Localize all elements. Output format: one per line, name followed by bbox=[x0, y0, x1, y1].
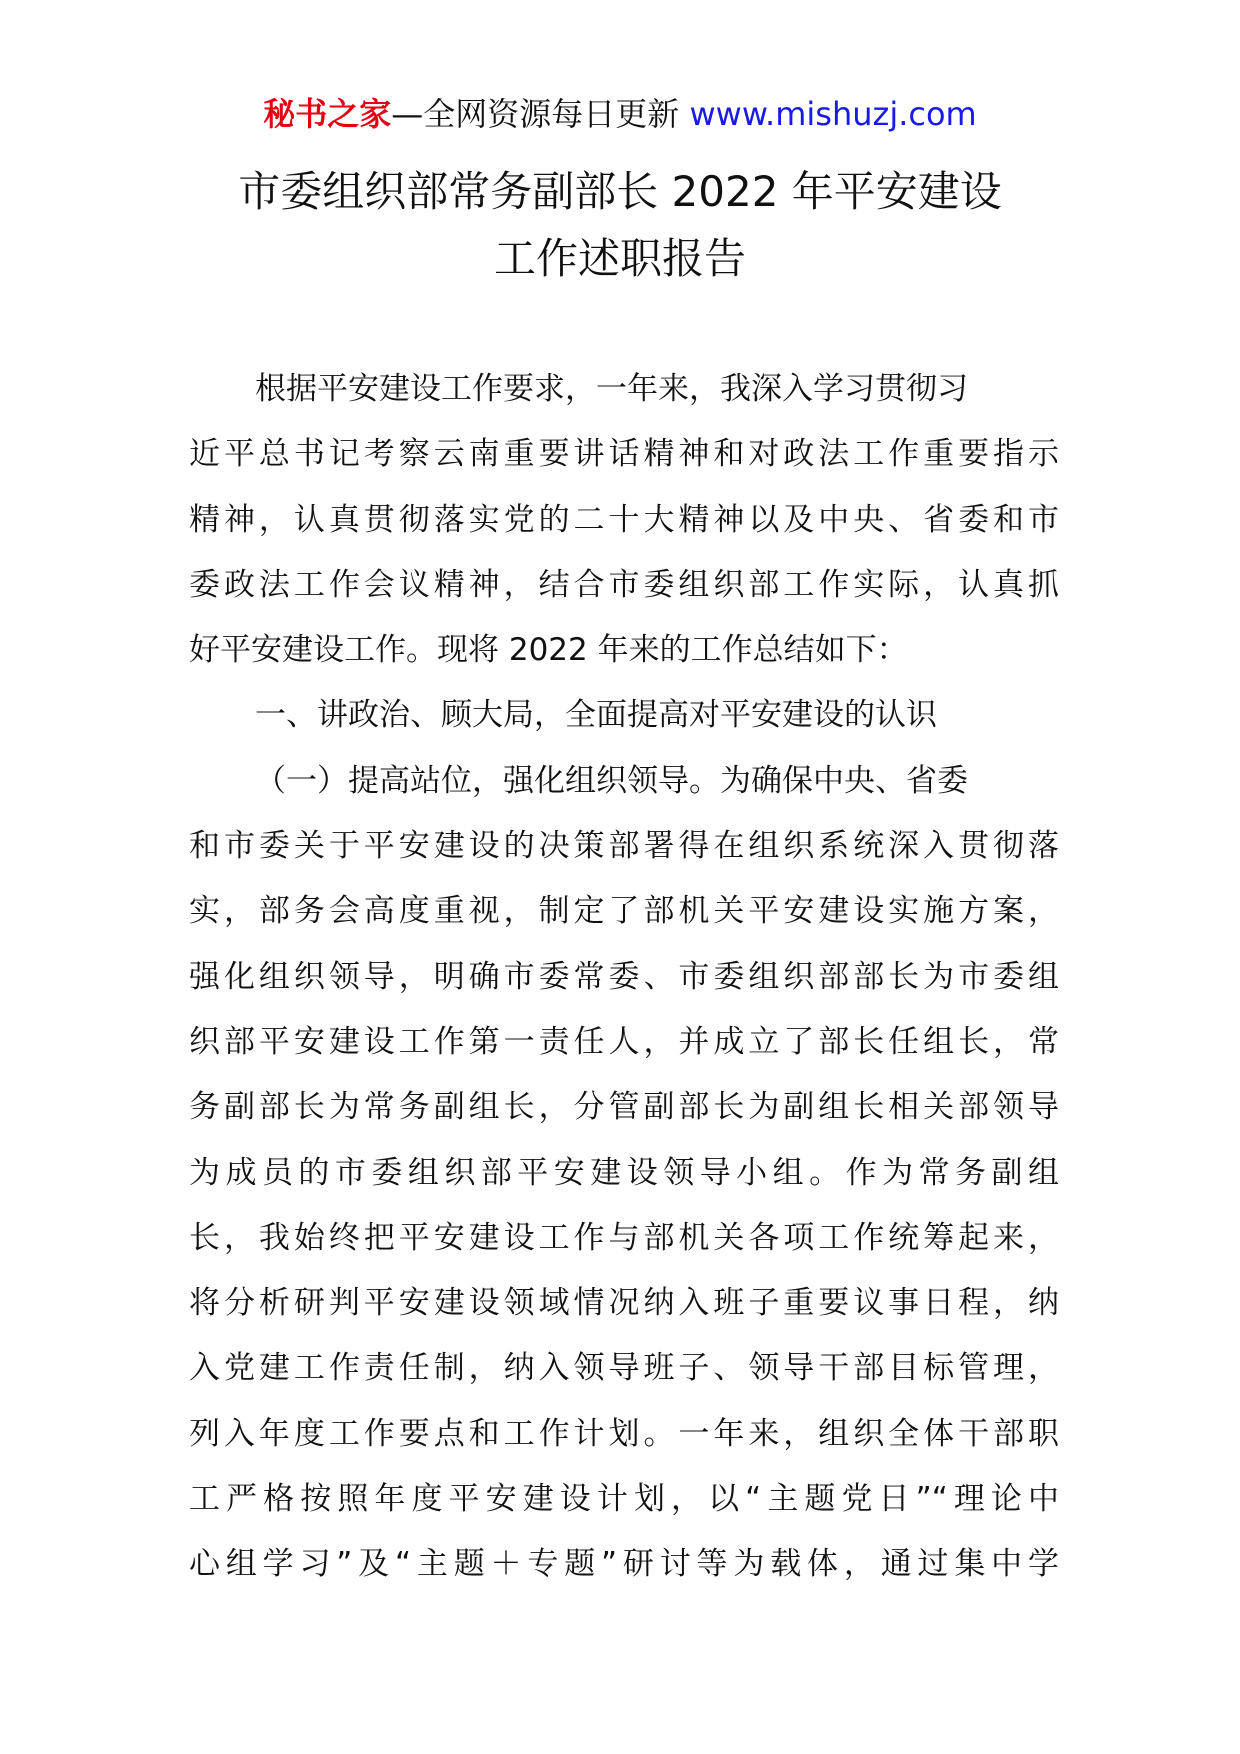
paragraph-line: 入党建工作责任制，纳入领导班子、领导干部目标管理， bbox=[189, 1350, 1059, 1387]
site-header bbox=[0, 92, 1240, 136]
paragraph-line: 好平安建设工作。现将 2022 年来的工作总结如下： bbox=[189, 632, 908, 669]
document-body bbox=[189, 357, 1059, 1598]
paragraph-line: 心组学习”及“主题＋专题”研讨等为载体，通过集中学 bbox=[189, 1546, 1059, 1583]
paragraph-line: 实，部务会高度重视，制定了部机关平安建设实施方案， bbox=[189, 893, 1059, 930]
paragraph-line: 工严格按照年度平安建设计划，以“主题党日”“理论中 bbox=[189, 1481, 1059, 1518]
site-url-link[interactable]: www.mishuzj.com bbox=[689, 95, 977, 133]
paragraph-line: 强化组织领导，明确市委常委、市委组织部部长为市委组 bbox=[189, 958, 1059, 995]
paragraph-line: 长，我始终把平安建设工作与部机关各项工作统筹起来， bbox=[189, 1219, 1059, 1256]
paragraph-line: 列入年度工作要点和工作计划。一年来，组织全体干部职 bbox=[189, 1415, 1059, 1452]
document-title-line-1: 市委组织部常务副部长 2022 年平安建设 bbox=[238, 167, 1002, 216]
paragraph-line: 精神，认真贯彻落实党的二十大精神以及中央、省委和市 bbox=[189, 501, 1059, 538]
paragraph-line: 织部平安建设工作第一责任人，并成立了部长任组长，常 bbox=[189, 1023, 1059, 1060]
paragraph-line: 近平总书记考察云南重要讲话精神和对政法工作重要指示 bbox=[189, 436, 1059, 473]
section-heading: 一、讲政治、顾大局，全面提高对平安建设的认识 bbox=[255, 697, 937, 734]
paragraph-line: 根据平安建设工作要求，一年来，我深入学习贯彻习 bbox=[255, 371, 968, 407]
paragraph-line: 务副部长为常务副组长，分管副部长为副组长相关部领导 bbox=[189, 1089, 1059, 1126]
paragraph-line: 为成员的市委组织部平安建设领导小组。作为常务副组 bbox=[189, 1154, 1059, 1191]
paragraph-line: 将分析研判平安建设领域情况纳入班子重要议事日程，纳 bbox=[189, 1285, 1059, 1322]
paragraph-line: （一）提高站位，强化组织领导。为确保中央、省委 bbox=[255, 762, 968, 799]
brand-name: 秘书之家 bbox=[263, 95, 392, 133]
paragraph-line: 委政法工作会议精神，结合市委组织部工作实际，认真抓 bbox=[189, 566, 1059, 603]
paragraph-line: 和市委关于平安建设的决策部署得在组织系统深入贯彻落 bbox=[189, 828, 1059, 865]
header-slogan: —全网资源每日更新 bbox=[391, 95, 690, 133]
document-title-line-2: 工作述职报告 bbox=[493, 234, 746, 283]
